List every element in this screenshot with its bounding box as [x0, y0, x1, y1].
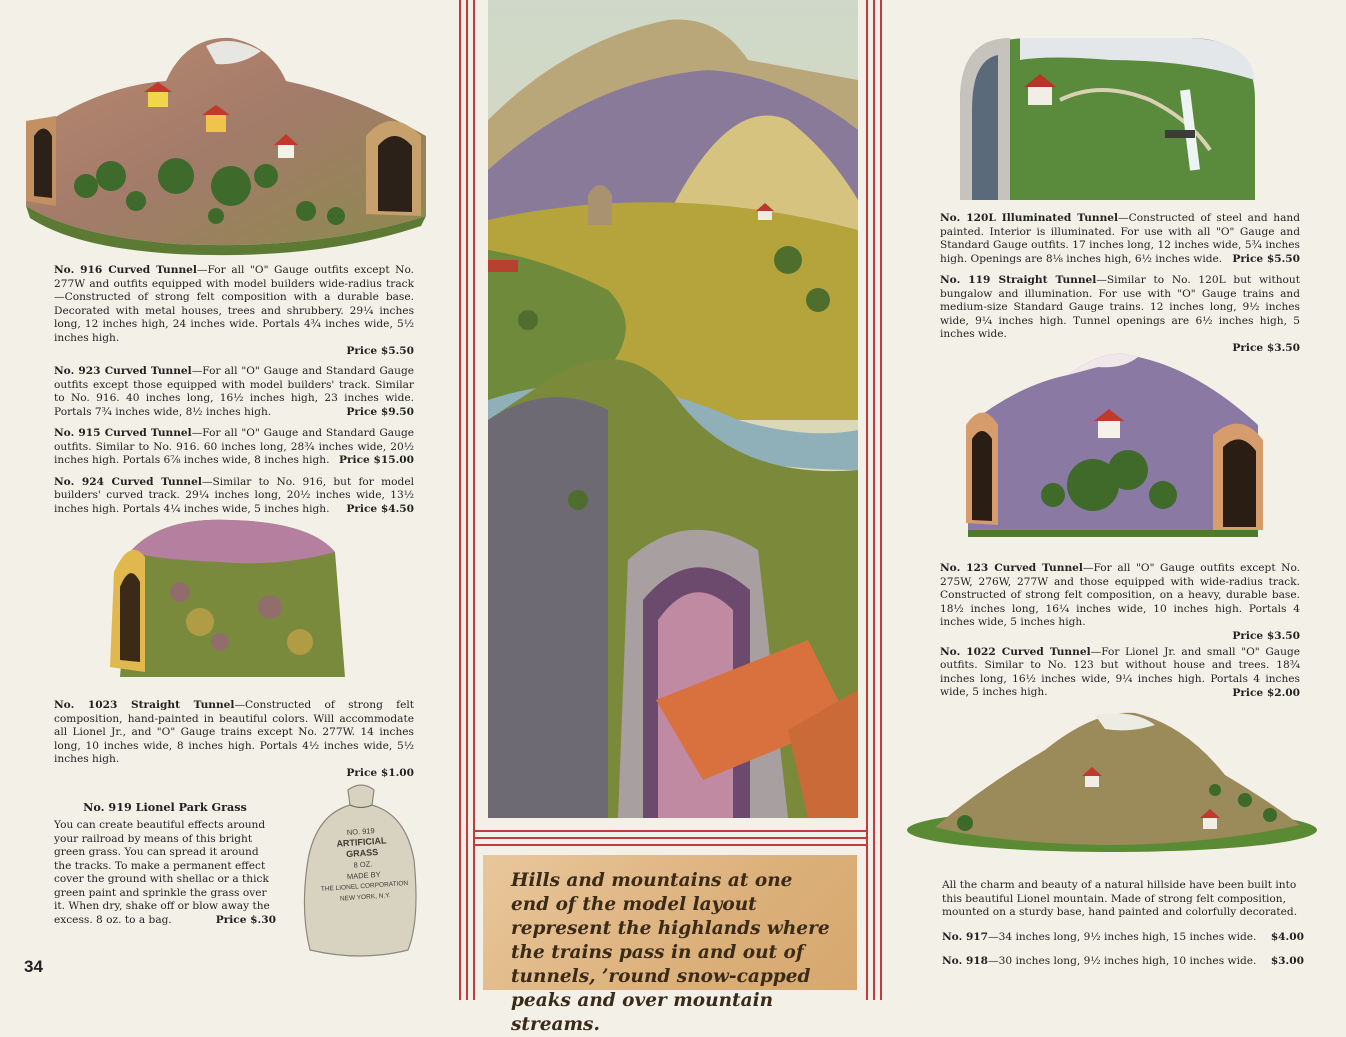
- tunnel-1023-price: Price $1.00: [346, 766, 414, 779]
- mountain-918-price: $3.00: [1270, 954, 1304, 967]
- bag-line-1: NO. 919: [346, 826, 375, 838]
- tunnel-924-body: —Similar to No. 916, but for model builders' curved track. 29¼ inches long, 20½ inches wide, 13½ inches high. Portals 4¼ inches wide, 5 inches high.: [54, 475, 414, 515]
- mountain-image: [905, 705, 1320, 855]
- mountain-text: [942, 879, 1304, 968]
- tunnel-923-description: [54, 365, 414, 419]
- tunnel-915-body: —For all "O" Gauge and Standard Gauge outfits. Similar to No. 916. 60 inches long, 28¾ inches wide, 20½ inches high. Portals 6⅞ inches wide, 8 inches high.: [54, 427, 414, 466]
- red-rule: [873, 0, 875, 1000]
- mountain-918-row: [942, 954, 1304, 968]
- mountain-917-row: [942, 930, 1304, 944]
- tunnel-1022-price: Price $2.00: [1232, 686, 1300, 699]
- tunnel-923-title: No. 923 Curved Tunnel: [54, 365, 192, 377]
- tunnel-916-title: No. 916 Curved Tunnel: [54, 264, 197, 276]
- red-rule-horizontal: [473, 830, 868, 832]
- bag-line-3: GRASS: [345, 846, 379, 860]
- tunnel-119-title: No. 119 Straight Tunnel: [940, 274, 1097, 286]
- tunnel-916-image: [16, 26, 436, 256]
- park-grass-price: Price $.30: [215, 914, 276, 926]
- tunnel-916-price: Price $5.50: [346, 345, 414, 357]
- tunnel-923-body: —For all "O" Gauge and Standard Gauge outfits except those equipped with model builders' track. Similar to No. 916. 40 inches long, 16½ inches high, 23 inches wide. Portals 7¾ inches wide, 8½ inches high.: [54, 365, 414, 418]
- mountain-918-body: —30 inches long, 9½ inches high, 10 inches wide.: [988, 954, 1257, 967]
- mountain-918-label: No. 918: [942, 954, 989, 967]
- tunnel-119-price: Price $3.50: [1232, 341, 1300, 354]
- tunnel-916-description: [54, 264, 414, 345]
- tunnel-119-body: —Similar to No. 120L but without bungalow and illumination. For use with "O" Gauge trains and medium-size Standard Gauge trains. 12 inches long, 9½ inches wide, 9¼ inches high. Tunnel openings are 6½ inches high, 5 inches wide.: [940, 274, 1300, 340]
- park-grass-text: [54, 800, 276, 926]
- bag-line-7: NEW YORK, N.Y.: [339, 892, 391, 903]
- mountain-917-label: No. 917: [942, 930, 989, 943]
- tunnel-1023-text: [54, 699, 414, 779]
- tunnel-120l-body: —Constructed of steel and hand painted. Interior is illuminated. For use with all "O" Gauge and Standard Gauge outfits. 17 inches long, 12 inches wide, 5¾ inches high. Openings are 8⅛ inches high, 6½ inches wide.: [940, 212, 1300, 265]
- red-rule: [459, 0, 461, 1000]
- caption-text: Hills and mountains at one end of the model layout represent the highlands where the trains pass in and out of tunnels, ’round snow-capped peaks and over mountain streams.: [511, 870, 830, 1035]
- tunnel-924-title: No. 924 Curved Tunnel: [54, 475, 202, 488]
- tunnel-123-image: [958, 345, 1268, 545]
- tunnel-915-price: Price $15.00: [339, 454, 414, 466]
- right-text-block-1: [940, 212, 1300, 354]
- tunnel-924-description: [54, 476, 414, 517]
- park-grass-title: No. 919 Lionel Park Grass: [83, 800, 247, 814]
- tunnel-120l-image: [950, 30, 1270, 205]
- bag-line-5: MADE BY: [346, 869, 381, 882]
- right-text-block-2: [940, 562, 1300, 699]
- tunnel-123-body: —For all "O" Gauge outfits except No. 275W, 276W, 277W and those equipped with wide-radius track. Constructed of strong felt composition, on a heavy, durable base. 18½ inches long, 16¼ inches wide, 10 inches high. Portals 4 inches wide, 5 inches high.: [940, 562, 1301, 628]
- red-rule-horizontal: [473, 837, 868, 839]
- red-rule: [473, 0, 475, 1000]
- tunnel-924-price: Price $4.50: [346, 502, 414, 515]
- tunnel-1023-title: No. 1023 Straight Tunnel: [54, 699, 235, 711]
- tunnel-120l-title: No. 120L Illuminated Tunnel: [940, 212, 1119, 224]
- tunnel-1023-body: —Constructed of strong felt composition, hand-painted in beautiful colors. Will accommodate all Lionel Jr., and "O" Gauge trains except No. 277W. 14 inches long, 10 inches wide, 8 inches high. Portals 4½ inches wide, 5½ inches high.: [54, 699, 414, 765]
- tunnel-915-title: No. 915 Curved Tunnel: [54, 427, 192, 439]
- tunnel-119-description: [940, 274, 1300, 342]
- page-number: 34: [24, 957, 43, 976]
- bag-line-6: THE LIONEL CORPORATION: [320, 879, 409, 893]
- caption-box: [483, 855, 857, 1035]
- mountain-917-price: $4.00: [1270, 930, 1304, 943]
- tunnel-923-price: Price $9.50: [346, 405, 414, 418]
- mountain-description: All the charm and beauty of a natural hillside have been built into this beautiful Lionel mountain. Made of strong felt composition, mounted on a sturdy base, hand painted and colorfully decorated.: [942, 879, 1298, 918]
- tunnel-120l-price: Price $5.50: [1232, 252, 1300, 265]
- tunnel-1022-body: —For Lionel Jr. and small "O" Gauge outfits. Similar to No. 123 but without house and trees. 18¾ inches long, 16½ inches wide, 9¼ inches high. Portals 4 inches wide, 5 inches high.: [940, 645, 1300, 698]
- tunnel-123-price: Price $3.50: [1232, 629, 1300, 642]
- park-grass-body: You can create beautiful effects around your railroad by means of this bright green grass. You can spread it around the tracks. To make a permanent effect cover the ground with shellac or a thick green paint and sprinkle the grass over it. When dry, shake off or blow away the excess. 8 oz. to a bag.: [54, 819, 270, 926]
- red-rule: [466, 0, 468, 1000]
- tunnel-915-description: [54, 427, 414, 468]
- tunnel-120l-description: [940, 212, 1300, 266]
- red-rule: [880, 0, 882, 1000]
- tunnel-1023-description: [54, 699, 414, 767]
- bag-line-2: ARTIFICIAL: [336, 835, 387, 849]
- grass-bag-label: [315, 823, 410, 906]
- mountain-917-body: —34 inches long, 9½ inches high, 15 inches wide.: [988, 930, 1257, 943]
- landscape-painting: [488, 0, 858, 818]
- red-rule-horizontal: [473, 844, 868, 846]
- tunnel-916-body: —For all "O" Gauge outfits except No. 277W and outfits equipped with model builders wide-radius track—Constructed of strong felt composition with a durable base. Decorated with metal houses, trees and shrubbery. 29¼ inches long, 12 inches high, 24 inches wide. Portals 4¾ inches wide, 5½ inches high.: [54, 264, 415, 344]
- tunnel-1023-image: [100, 512, 350, 692]
- bag-line-4: 8 OZ.: [353, 859, 373, 870]
- tunnel-123-title: No. 123 Curved Tunnel: [940, 562, 1083, 574]
- tunnel-1022-title: No. 1022 Curved Tunnel: [940, 645, 1091, 658]
- red-rule: [866, 0, 868, 1000]
- tunnel-123-description: [940, 562, 1300, 630]
- left-text-block: [54, 264, 414, 516]
